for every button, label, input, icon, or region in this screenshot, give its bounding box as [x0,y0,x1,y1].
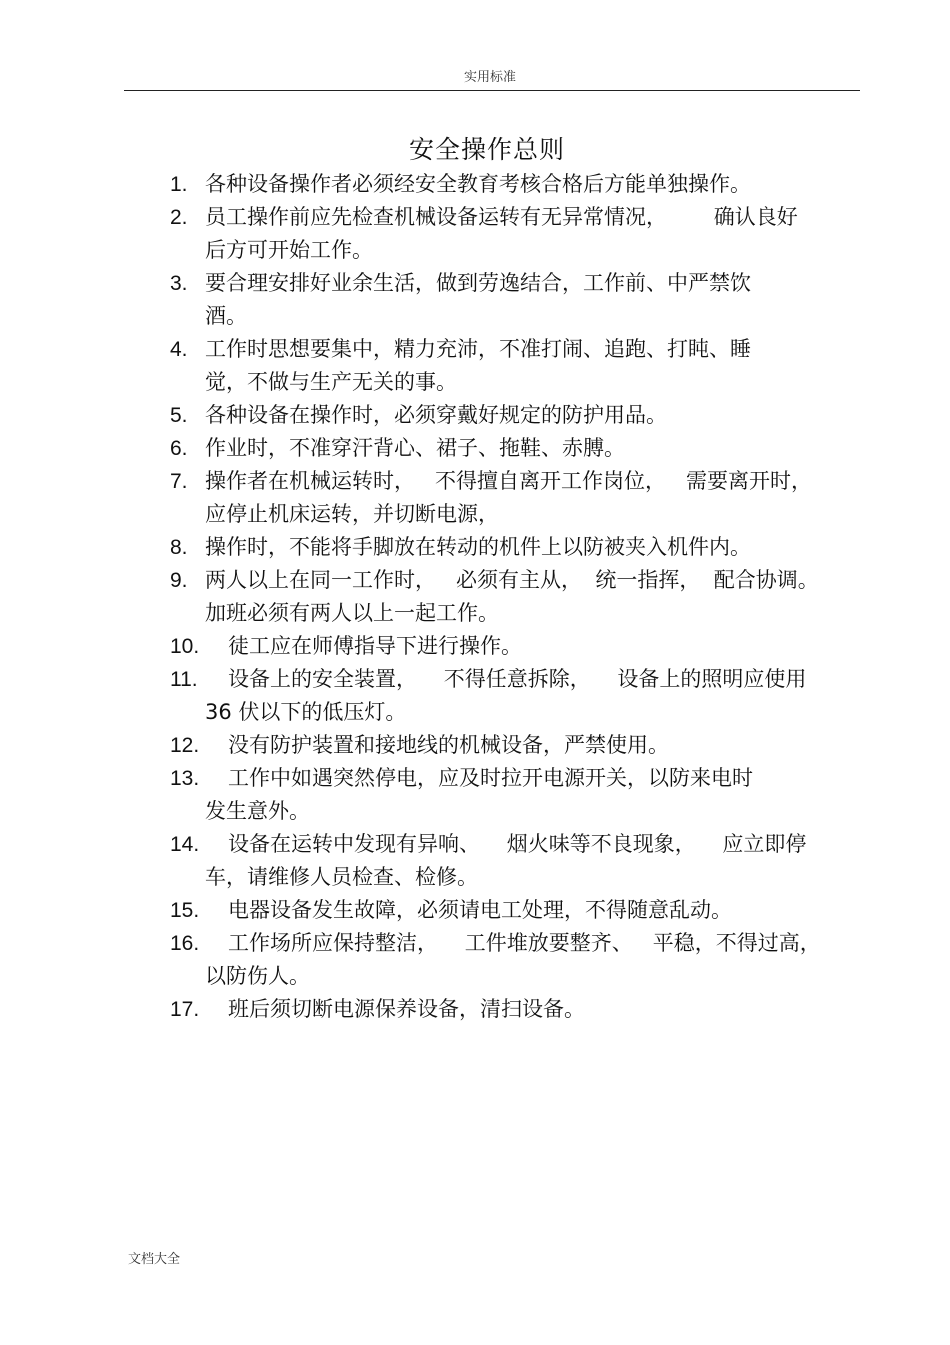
rule-number: 14. [170,833,200,856]
rule-text-line: 员工操作前应先检查机械设备运转有无异常情况， 确认良好 [205,205,798,229]
rule-text-line: 觉，不做与生产无关的事。 [205,370,457,394]
rule-number: 12. [170,734,200,757]
rule-item [170,630,870,663]
rule-text [205,927,870,993]
rule-text-line: 36 伏以下的低压灯。 [205,700,407,724]
rule-text [228,993,870,1026]
rule-text-line: 酒。 [205,304,247,328]
rule-item [170,399,870,432]
rule-text-line: 工作时思想要集中，精力充沛，不准打闹、追跑、打盹、睡 [205,337,751,361]
rule-number: 17. [170,998,200,1021]
rule-item [170,432,870,465]
rule-item [170,564,870,630]
rule-item [170,267,870,333]
rule-text-line: 没有防护装置和接地线的机械设备，严禁使用。 [228,733,669,757]
rule-item [170,927,870,993]
rule-number: 10. [170,635,200,658]
rule-text-line: 徒工应在师傅指导下进行操作。 [228,634,522,658]
rule-item [170,201,870,267]
rules-list [170,168,870,1026]
rule-item [170,168,870,201]
rule-text-line: 各种设备在操作时，必须穿戴好规定的防护用品。 [205,403,667,427]
rule-text-line: 操作者在机械运转时， 不得擅自离开工作岗位， 需要离开时， [205,469,813,493]
rule-text [205,663,870,729]
page-header: 实用标准 [463,70,516,85]
rule-number: 13. [170,767,200,790]
rule-text [205,762,870,828]
rule-number: 8. [170,536,188,559]
rule-number: 15. [170,899,200,922]
rule-text-line: 各种设备操作者必须经安全教育考核合格后方能单独操作。 [205,172,751,196]
rule-text-line: 工作中如遇突然停电，应及时拉开电源开关，以防来电时 [228,766,753,790]
rule-number: 3. [170,272,188,295]
rule-number: 7. [170,470,188,493]
rule-item [170,828,870,894]
rule-text [228,729,870,762]
rule-number: 11. [170,668,198,691]
rule-text [205,168,870,201]
rule-text-line: 班后须切断电源保养设备，清扫设备。 [228,997,585,1021]
rule-number: 2. [170,206,188,229]
rule-text-line: 电器设备发生故障，必须请电工处理，不得随意乱动。 [228,898,732,922]
rule-item [170,894,870,927]
rule-number: 1. [170,173,188,196]
rule-text-line: 发生意外。 [205,799,310,823]
rule-text-line: 车，请维修人员检查、检修。 [205,865,478,889]
rule-text-line: 要合理安排好业余生活，做到劳逸结合，工作前、中严禁饮 [205,271,751,295]
rule-text-line: 以防伤人。 [205,964,310,988]
rule-number: 4. [170,338,188,361]
rule-text [205,201,870,267]
rule-number: 9. [170,569,188,592]
rule-text [228,630,870,663]
rule-text [205,432,870,465]
rule-item [170,663,870,729]
rule-number: 6. [170,437,188,460]
rule-number: 16. [170,932,200,955]
rule-item [170,333,870,399]
header-divider [124,90,860,91]
rule-text-line: 加班必须有两人以上一起工作。 [205,601,499,625]
rule-text-line: 两人以上在同一工作时， 必须有主从， 统一指挥， 配合协调。 [205,568,819,592]
rule-item [170,993,870,1026]
rule-text-line: 应停止机床运转，并切断电源， [205,502,499,526]
rule-item [170,729,870,762]
rule-text [205,531,870,564]
rule-text-line: 设备上的安全装置， 不得任意拆除， 设备上的照明应使用 [228,667,807,691]
rule-item [170,465,870,531]
rule-text [205,564,870,630]
rule-text [205,267,870,333]
page-footer: 文档大全 [128,1252,181,1267]
rule-text-line: 工作场所应保持整洁， 工件堆放要整齐、 平稳，不得过高， [228,931,821,955]
rule-item [170,531,870,564]
rule-text [228,894,870,927]
rule-text [205,465,870,531]
rule-text-line: 设备在运转中发现有异响、 烟火味等不良现象， 应立即停 [228,832,807,856]
document-title: 安全操作总则 [408,135,565,164]
rule-text-line: 作业时，不准穿汗背心、裙子、拖鞋、赤膊。 [205,436,625,460]
rule-number: 5. [170,404,188,427]
rule-text [205,828,870,894]
rule-text [205,333,870,399]
rule-text-line: 操作时，不能将手脚放在转动的机件上以防被夹入机件内。 [205,535,751,559]
rule-text [205,399,870,432]
rule-text-line: 后方可开始工作。 [205,238,373,262]
rule-item [170,762,870,828]
